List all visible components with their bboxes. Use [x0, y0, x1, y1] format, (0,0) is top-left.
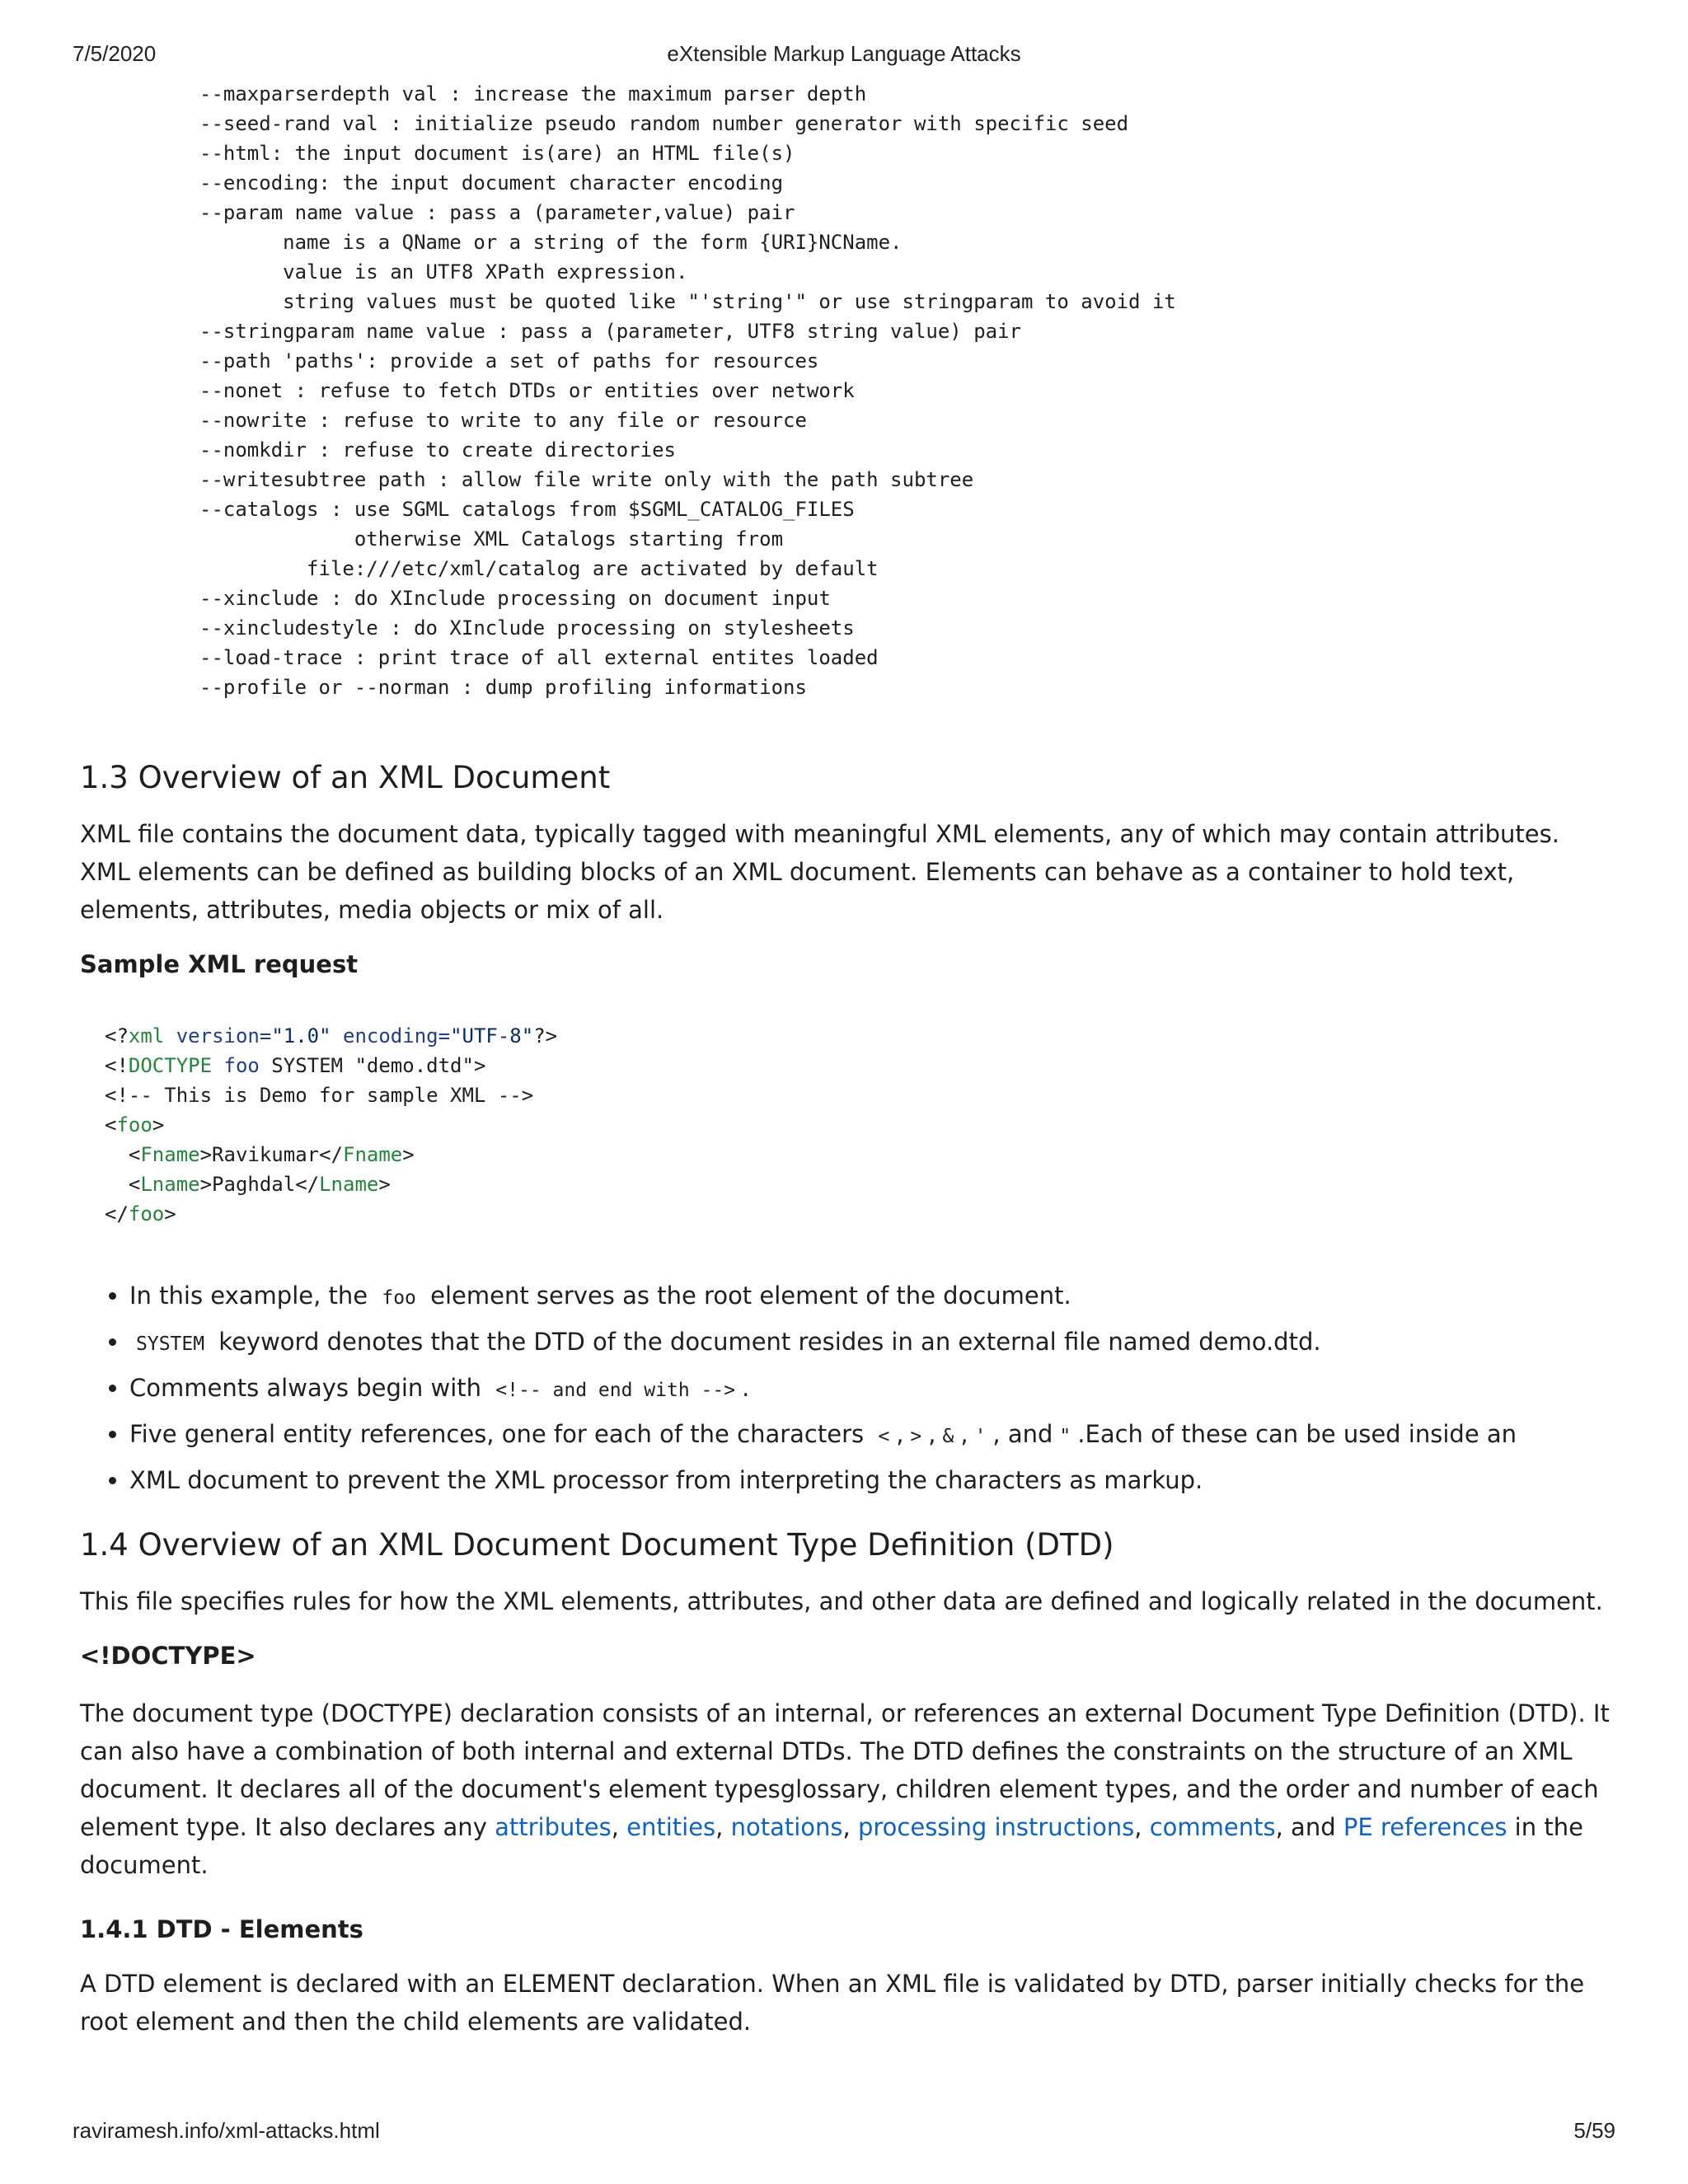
code-token: xml: [128, 1024, 165, 1047]
code-token: >: [378, 1173, 391, 1196]
link-notations[interactable]: notations: [730, 1813, 843, 1841]
code-token: SYSTEM "demo.dtd">: [259, 1054, 486, 1077]
list-text: , and: [992, 1420, 1053, 1448]
list-text: keyword denotes that the DTD of the document resides in an external file named demo.dtd.: [211, 1328, 1321, 1356]
inline-code: <: [878, 1426, 890, 1447]
usage-line: --profile or --norman : dump profiling informations: [199, 676, 807, 699]
code-token: <!-- This is Demo for sample XML -->: [105, 1084, 534, 1107]
usage-line: --path 'paths': provide a set of paths for resources: [199, 349, 819, 373]
usage-line: otherwise XML Catalogs starting from: [199, 527, 784, 551]
list-text: element serves as the root element of the document.: [422, 1282, 1071, 1310]
list-text: Comments always begin with: [129, 1374, 490, 1402]
section-heading-1-3: 1.3 Overview of an XML Document: [80, 760, 611, 795]
code-token: foo: [116, 1113, 152, 1137]
code-token: <?: [105, 1024, 129, 1047]
code-token: foo: [128, 1202, 165, 1226]
code-token: Lname: [319, 1173, 379, 1196]
code-token: Fname: [343, 1143, 403, 1166]
notes-list: [80, 1274, 1613, 1502]
paragraph-text: , and: [1275, 1813, 1343, 1841]
usage-line: --nowrite : refuse to write to any file or resource: [199, 409, 807, 432]
list-text: ,: [896, 1420, 904, 1448]
section-1-4-paragraph: This file specifies rules for how the XML elements, attributes, and other data are defined and logically related in the document.: [80, 1587, 1603, 1615]
usage-line: --html: the input document is(are) an HTML file(s): [199, 142, 795, 165]
usage-line: name is a QName or a string of the form {URI}NCName.: [199, 231, 903, 254]
dtd-elements-paragraph: A DTD element is declared with an ELEMENT declaration. When an XML file is validated by DTD, parser initially checks for the root element and then the child elements are validated.: [80, 1970, 1585, 2036]
paragraph-text: in the document.: [80, 1813, 1583, 1879]
link-pe-references[interactable]: PE references: [1343, 1813, 1507, 1841]
usage-line: --param name value : pass a (parameter,value) pair: [199, 201, 795, 224]
dtd-elements-heading: 1.4.1 DTD - Elements: [80, 1915, 363, 1943]
usage-line: --load-trace : print trace of all external entites loaded: [199, 646, 879, 669]
inline-code: ': [974, 1426, 987, 1447]
inline-code: ": [1059, 1426, 1071, 1447]
list-text: .: [742, 1374, 750, 1402]
usage-line: --stringparam name value : pass a (parameter, UTF8 string value) pair: [199, 320, 1021, 343]
inline-code: &: [942, 1426, 954, 1447]
inline-code: >: [910, 1426, 922, 1447]
usage-line: file:///etc/xml/catalog are activated by default: [199, 557, 879, 580]
doctype-label: <!DOCTYPE>: [80, 1642, 256, 1670]
list-item: [129, 1320, 1613, 1366]
paragraph-text: ,: [1134, 1813, 1150, 1841]
usage-line: value is an UTF8 XPath expression.: [199, 260, 688, 284]
link-processing-instructions[interactable]: processing instructions: [857, 1813, 1135, 1841]
inline-code: foo: [382, 1287, 416, 1309]
usage-line: --writesubtree path : allow file write only with the path subtree: [199, 468, 974, 491]
list-item: [129, 1274, 1613, 1320]
paragraph-text: ,: [611, 1813, 627, 1841]
page-content: [80, 79, 1613, 2041]
list-item: [129, 1366, 1613, 1413]
usage-line: --seed-rand val : initialize pseudo random number generator with specific seed: [199, 112, 1129, 135]
usage-line: --encoding: the input document character encoding: [199, 171, 784, 194]
code-token: >: [164, 1202, 176, 1226]
link-entities[interactable]: entities: [626, 1813, 716, 1841]
link-comments[interactable]: comments: [1149, 1813, 1276, 1841]
print-url: raviramesh.info/xml-attacks.html: [73, 2118, 380, 2143]
code-token: >Ravikumar</: [199, 1143, 343, 1166]
paragraph-text: The document type (DOCTYPE) declaration consists of an internal, or references an external Document Type Definition (DTD). It can also have a combination of both internal and external DTDs. The DTD defines the constraints on the structure of an XML document. It declares all of the document's element typesglossary, children element types, and the order and number of each element type. It also declares any: [80, 1699, 1610, 1841]
page-number: 5/59: [1573, 2118, 1615, 2143]
code-token: <: [105, 1143, 141, 1166]
code-token: foo: [212, 1054, 260, 1077]
code-token: <!: [105, 1054, 129, 1077]
link-attributes[interactable]: attributes: [495, 1813, 612, 1841]
sample-xml-code: [80, 1021, 1613, 1229]
paragraph-text: ,: [715, 1813, 731, 1841]
code-token: Lname: [140, 1173, 200, 1196]
code-token: DOCTYPE: [128, 1054, 213, 1077]
list-text: .Each of these can be used inside an: [1077, 1420, 1517, 1448]
list-text: In this example, the: [129, 1282, 376, 1310]
section-1-3-paragraph: XML file contains the document data, typically tagged with meaningful XML elements, any of which may contain attributes. XML elements can be defined as building blocks of an XML document. Elements can behave as a container to hold text, elements, attributes, media objects or mix of all.: [80, 820, 1559, 924]
list-text: ,: [928, 1420, 936, 1448]
usage-line: --nonet : refuse to fetch DTDs or entities over network: [199, 379, 855, 402]
list-item: [129, 1459, 1613, 1502]
doctype-paragraph: [80, 1694, 1613, 1884]
list-item: [129, 1413, 1613, 1459]
usage-line: --xincludestyle : do XInclude processing on stylesheets: [199, 616, 855, 640]
code-token: >: [402, 1143, 415, 1166]
print-title: eXtensible Markup Language Attacks: [667, 41, 1021, 66]
code-token: "UTF-8": [450, 1024, 534, 1047]
usage-line: string values must be quoted like "'string'" or use stringparam to avoid it: [199, 290, 1176, 313]
code-token: encoding=: [331, 1024, 451, 1047]
list-text: XML document to prevent the XML processor from interpreting the characters as markup.: [129, 1466, 1203, 1494]
code-token: >: [152, 1113, 165, 1137]
sample-xml-label: Sample XML request: [80, 950, 359, 978]
usage-line: --xinclude : do XInclude processing on document input: [199, 587, 831, 610]
code-token: Fname: [140, 1143, 200, 1166]
inline-code: <!-- and end with -->: [495, 1380, 736, 1401]
code-token: version=: [164, 1024, 272, 1047]
code-token: >Paghdal</: [199, 1173, 320, 1196]
code-token: <: [105, 1173, 141, 1196]
list-text: ,: [960, 1420, 968, 1448]
usage-line: --maxparserdepth val : increase the maximum parser depth: [199, 82, 867, 105]
code-token: "1.0": [271, 1024, 331, 1047]
code-token: <: [105, 1113, 117, 1137]
section-heading-1-4: 1.4 Overview of an XML Document Document Type Definition (DTD): [80, 1527, 1114, 1563]
list-text: Five general entity references, one for each of the characters: [129, 1420, 872, 1448]
code-token: ?>: [533, 1024, 558, 1047]
usage-options-block: [80, 79, 1613, 702]
paragraph-text: ,: [842, 1813, 858, 1841]
inline-code: SYSTEM: [136, 1333, 205, 1355]
usage-line: --catalogs : use SGML catalogs from $SGML_CATALOG_FILES: [199, 498, 855, 521]
code-token: </: [105, 1202, 129, 1226]
print-date: 7/5/2020: [73, 41, 157, 66]
usage-line: --nomkdir : refuse to create directories: [199, 438, 676, 462]
